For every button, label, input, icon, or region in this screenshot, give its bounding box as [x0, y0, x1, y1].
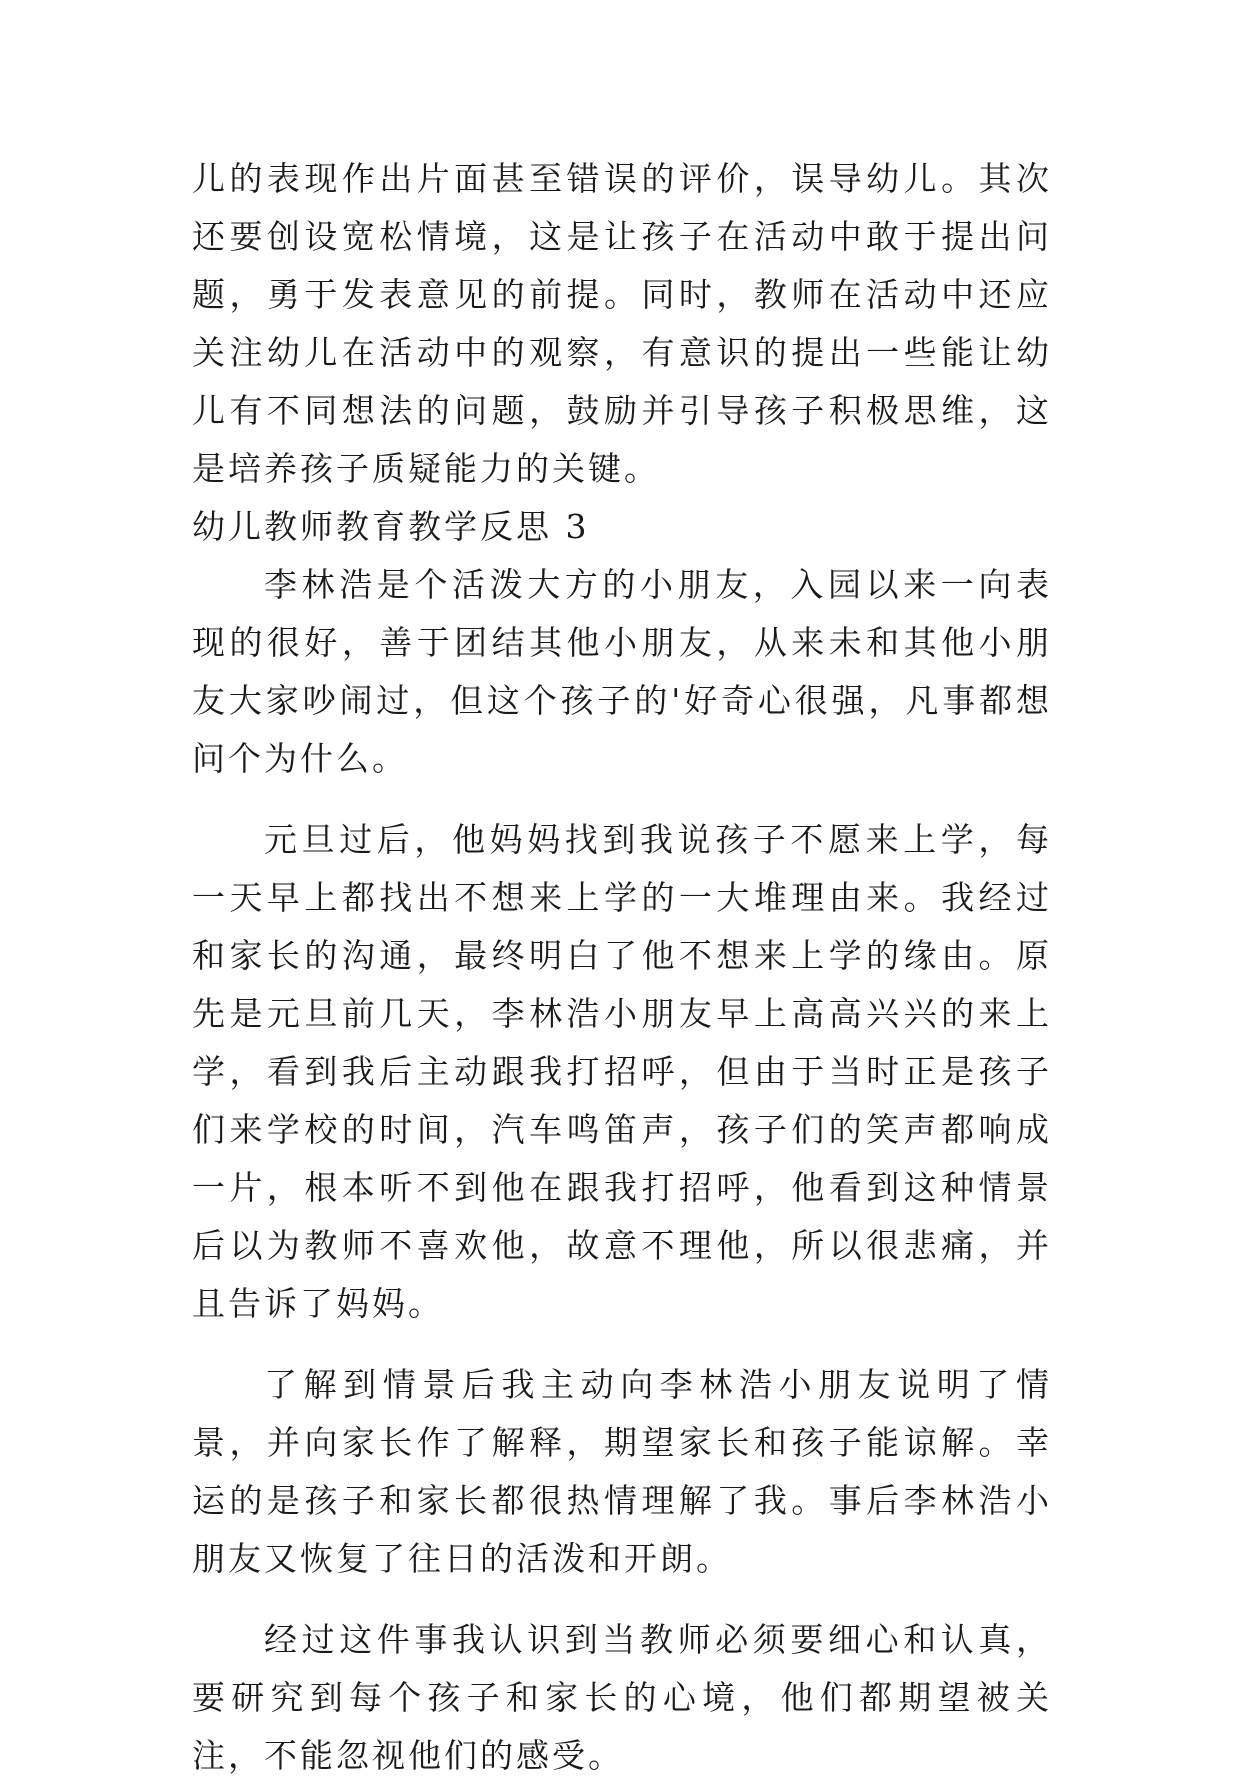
document-body [192, 150, 1052, 1785]
body-paragraph: 经过这件事我认识到当教师必须要细心和认真，要研究到每个孩子和家长的心境，他们都期望被关注，不能忽视他们的感受。 [192, 1620, 1052, 1775]
body-paragraph: 李林浩是个活泼大方的小朋友，入园以来一向表现的很好，善于团结其他小朋友，从来未和其他小朋友大家吵闹过，但这个孩子的'好奇心很强，凡事都想问个为什么。 [192, 565, 1052, 778]
section-title: 幼儿教师教育教学反思 3 [192, 507, 590, 546]
body-paragraph: 了解到情景后我主动向李林浩小朋友说明了情景，并向家长作了解释，期望家长和孩子能谅解。幸运的是孩子和家长都很热情理解了我。事后李林浩小朋友又恢复了往日的活泼和开朗。 [192, 1365, 1052, 1578]
body-paragraph: 元旦过后，他妈妈找到我说孩子不愿来上学，每一天早上都找出不想来上学的一大堆理由来。我经过和家长的沟通，最终明白了他不想来上学的缘由。原先是元旦前几天，李林浩小朋友早上高高兴兴的来上学，看到我后主动跟我打招呼，但由于当时正是孩子们来学校的时间，汽车鸣笛声，孩子们的笑声都响成一片，根本听不到他在跟我打招呼，他看到这种情景后以为教师不喜欢他，故意不理他，所以很悲痛，并且告诉了妈妈。 [192, 820, 1052, 1323]
carryover-paragraph: 儿的表现作出片面甚至错误的评价，误导幼儿。其次还要创设宽松情境，这是让孩子在活动中敢于提出问题，勇于发表意见的前提。同时，教师在活动中还应关注幼儿在活动中的观察，有意识的提出一些能让幼儿有不同想法的问题，鼓励并引导孩子积极思维，这是培养孩子质疑能力的关键。 [192, 159, 1052, 488]
